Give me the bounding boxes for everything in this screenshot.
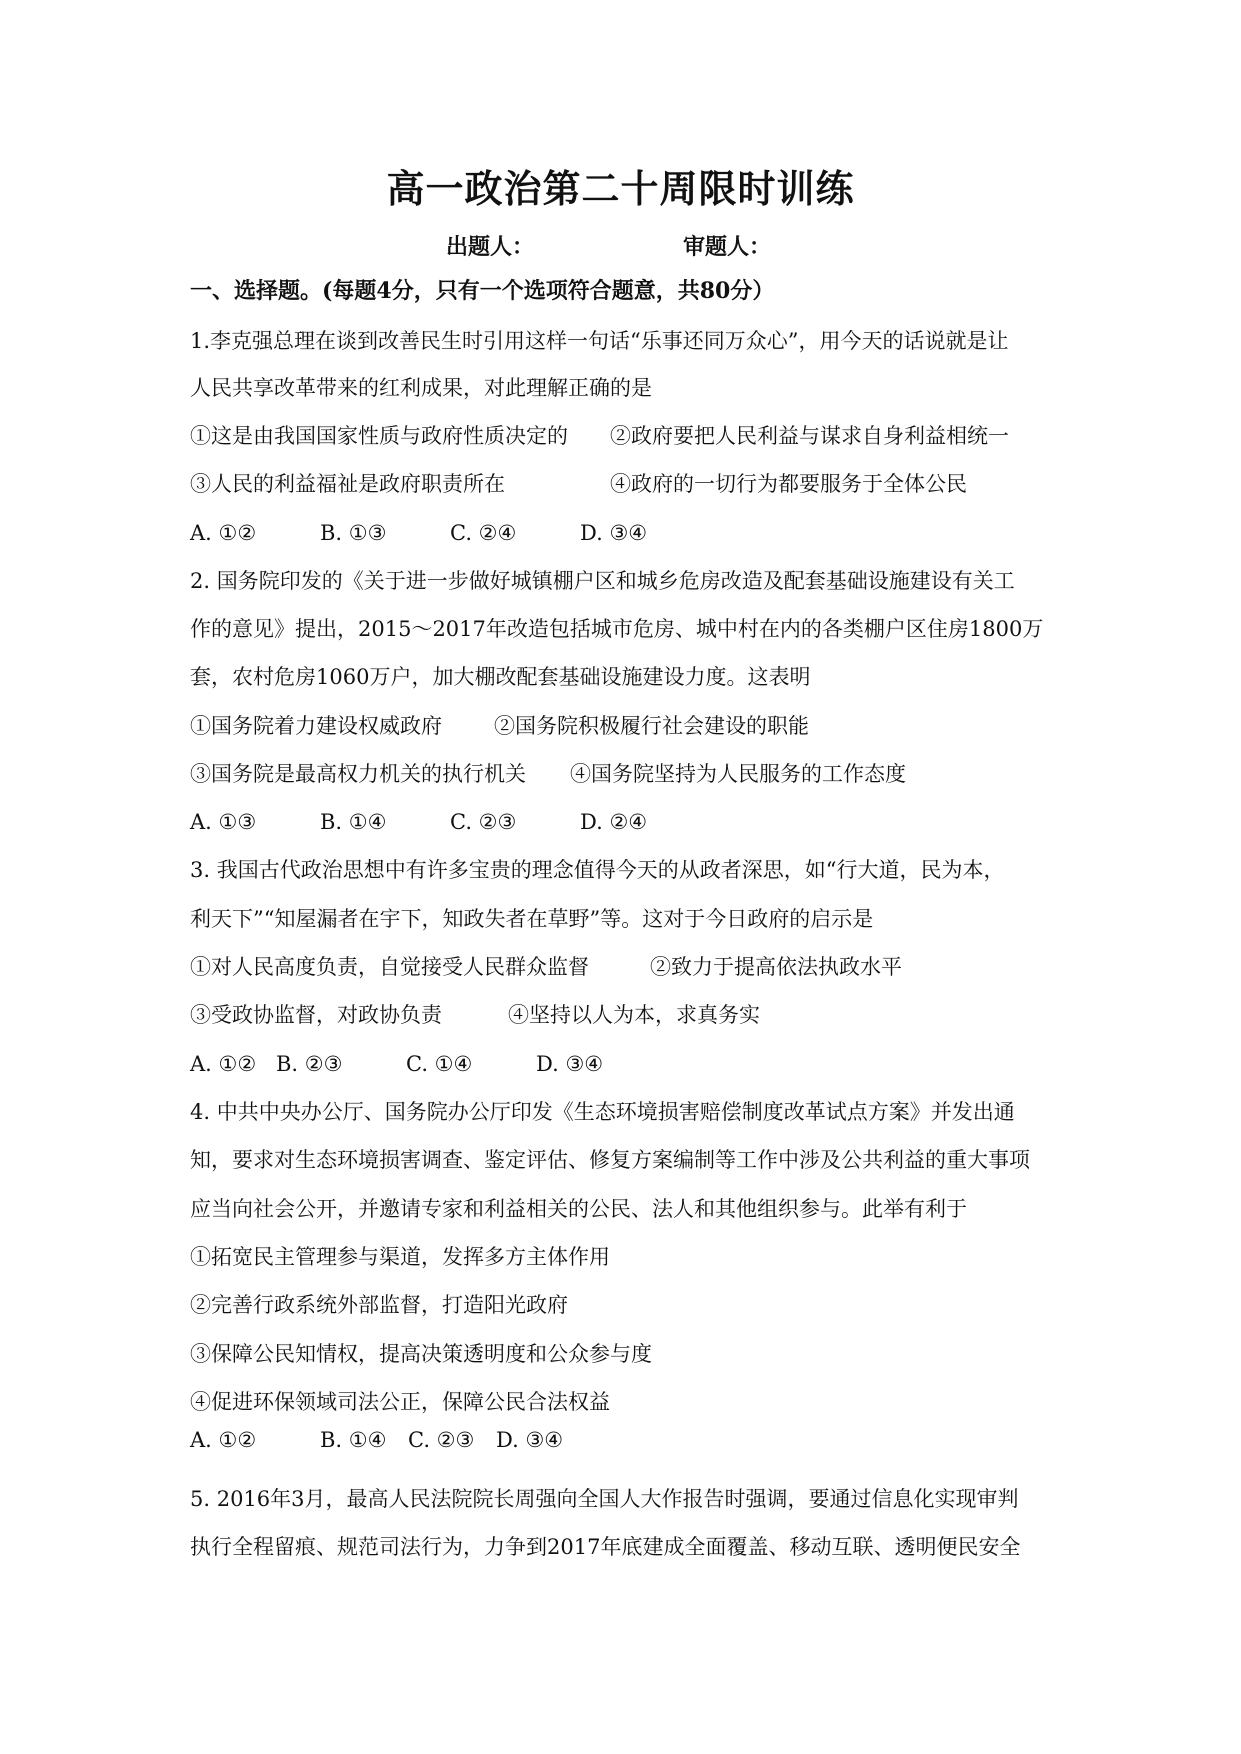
q4-answer-a: A. ①② bbox=[190, 1428, 257, 1452]
q3-answers bbox=[190, 1049, 603, 1079]
q3-option-4: ④坚持以人为本，求真务实 bbox=[508, 1003, 760, 1027]
q1-option-3: ③人民的利益福祉是政府职责所在 bbox=[190, 472, 505, 496]
q4-stem-line-3: 应当向社会公开，并邀请专家和利益相关的公民、法人和其他组织参与。此举有利于 bbox=[190, 1197, 967, 1221]
q3-stem-line-1: 3. 我国古代政治思想中有许多宝贵的理念值得今天的从政者深思，如“行大道，民为本， bbox=[190, 858, 1005, 882]
q4-stem-line-2: 知，要求对生态环境损害调查、鉴定评估、修复方案编制等工作中涉及公共利益的重大事项 bbox=[190, 1148, 1030, 1172]
q2-options-row-1 bbox=[190, 711, 809, 741]
q2-stem-line-2: 作的意见》提出，2015～2017年改造包括城市危房、城中村在内的各类棚户区住房1800万 bbox=[190, 617, 1044, 641]
q3-option-2: ②致力于提高依法执政水平 bbox=[650, 955, 902, 979]
q4-answer-d: D. ③④ bbox=[496, 1428, 564, 1452]
q1-option-1: ①这是由我国国家性质与政府性质决定的 bbox=[190, 424, 568, 448]
q1-option-2: ②政府要把人民利益与谋求自身利益相统一 bbox=[610, 424, 1009, 448]
q2-answer-c: C. ②③ bbox=[450, 810, 517, 834]
q4-option-3: ③保障公民知情权，提高决策透明度和公众参与度 bbox=[190, 1342, 652, 1366]
question-setter-label: 出题人： bbox=[446, 234, 535, 260]
q4-option-4: ④促进环保领域司法公正，保障公民合法权益 bbox=[190, 1390, 610, 1414]
q1-answers bbox=[190, 518, 647, 548]
q1-answer-c: C. ②④ bbox=[450, 521, 517, 545]
q2-answer-a: A. ①③ bbox=[190, 810, 257, 834]
q3-stem-line-2: 利天下”“知屋漏者在宇下，知政失者在草野”等。这对于今日政府的启示是 bbox=[190, 907, 874, 931]
q1-options-row-2 bbox=[190, 469, 967, 499]
q3-answer-b: B. ②③ bbox=[276, 1052, 343, 1076]
q1-stem-line-1: 1.李克强总理在谈到改善民生时引用这样一句话“乐事还同万众心”，用今天的话说就是让 bbox=[190, 329, 1009, 353]
q2-answer-d: D. ②④ bbox=[580, 810, 648, 834]
q3-answer-d: D. ③④ bbox=[536, 1052, 604, 1076]
q4-answer-c: C. ②③ bbox=[408, 1428, 475, 1452]
q2-answer-b: B. ①④ bbox=[320, 810, 387, 834]
q2-answers bbox=[190, 807, 647, 837]
q3-answer-c: C. ①④ bbox=[406, 1052, 473, 1076]
q3-options-row-2 bbox=[190, 1000, 760, 1030]
q2-option-1: ①国务院着力建设权威政府 bbox=[190, 714, 442, 738]
section-heading-choice: 一、选择题。(每题4分，只有一个选项符合题意，共80分） bbox=[190, 278, 775, 304]
q4-option-1: ①拓宽民主管理参与渠道，发挥多方主体作用 bbox=[190, 1245, 610, 1269]
q3-option-1: ①对人民高度负责，自觉接受人民群众监督 bbox=[190, 955, 589, 979]
q5-stem-line-2: 执行全程留痕、规范司法行为，力争到2017年底建成全面覆盖、移动互联、透明便民安全 bbox=[190, 1535, 1021, 1559]
q2-stem-line-3: 套，农村危房1060万户，加大棚改配套基础设施建设力度。这表明 bbox=[190, 665, 811, 689]
q1-option-4: ④政府的一切行为都要服务于全体公民 bbox=[610, 472, 967, 496]
q4-stem-line-1: 4. 中共中央办公厅、国务院办公厅印发《生态环境损害赔偿制度改革试点方案》并发出通 bbox=[190, 1100, 1015, 1124]
q1-answer-b: B. ①③ bbox=[320, 521, 387, 545]
q1-options-row-1 bbox=[190, 421, 1009, 451]
q1-answer-d: D. ③④ bbox=[580, 521, 648, 545]
question-reviewer-label: 审题人： bbox=[683, 234, 772, 260]
q4-option-2: ②完善行政系统外部监督，打造阳光政府 bbox=[190, 1293, 568, 1317]
q3-answer-a: A. ①② bbox=[190, 1052, 257, 1076]
page-title: 高一政治第二十周限时训练 bbox=[386, 166, 855, 211]
q1-answer-a: A. ①② bbox=[190, 521, 257, 545]
q2-stem-line-1: 2. 国务院印发的《关于进一步做好城镇棚户区和城乡危房改造及配套基础设施建设有关工 bbox=[190, 569, 1015, 593]
q2-option-3: ③国务院是最高权力机关的执行机关 bbox=[190, 762, 526, 786]
q3-option-3: ③受政协监督，对政协负责 bbox=[190, 1003, 442, 1027]
q5-stem-line-1: 5. 2016年3月，最高人民法院院长周强向全国人大作报告时强调，要通过信息化实现审判 bbox=[190, 1487, 1019, 1511]
q2-option-2: ②国务院积极履行社会建设的职能 bbox=[494, 714, 809, 738]
q4-answer-b: B. ①④ bbox=[320, 1428, 387, 1452]
q4-answers bbox=[190, 1425, 563, 1455]
q3-options-row-1 bbox=[190, 952, 902, 982]
q2-options-row-2 bbox=[190, 759, 906, 789]
q2-option-4: ④国务院坚持为人民服务的工作态度 bbox=[570, 762, 906, 786]
q1-stem-line-2: 人民共享改革带来的红利成果，对此理解正确的是 bbox=[190, 376, 652, 400]
